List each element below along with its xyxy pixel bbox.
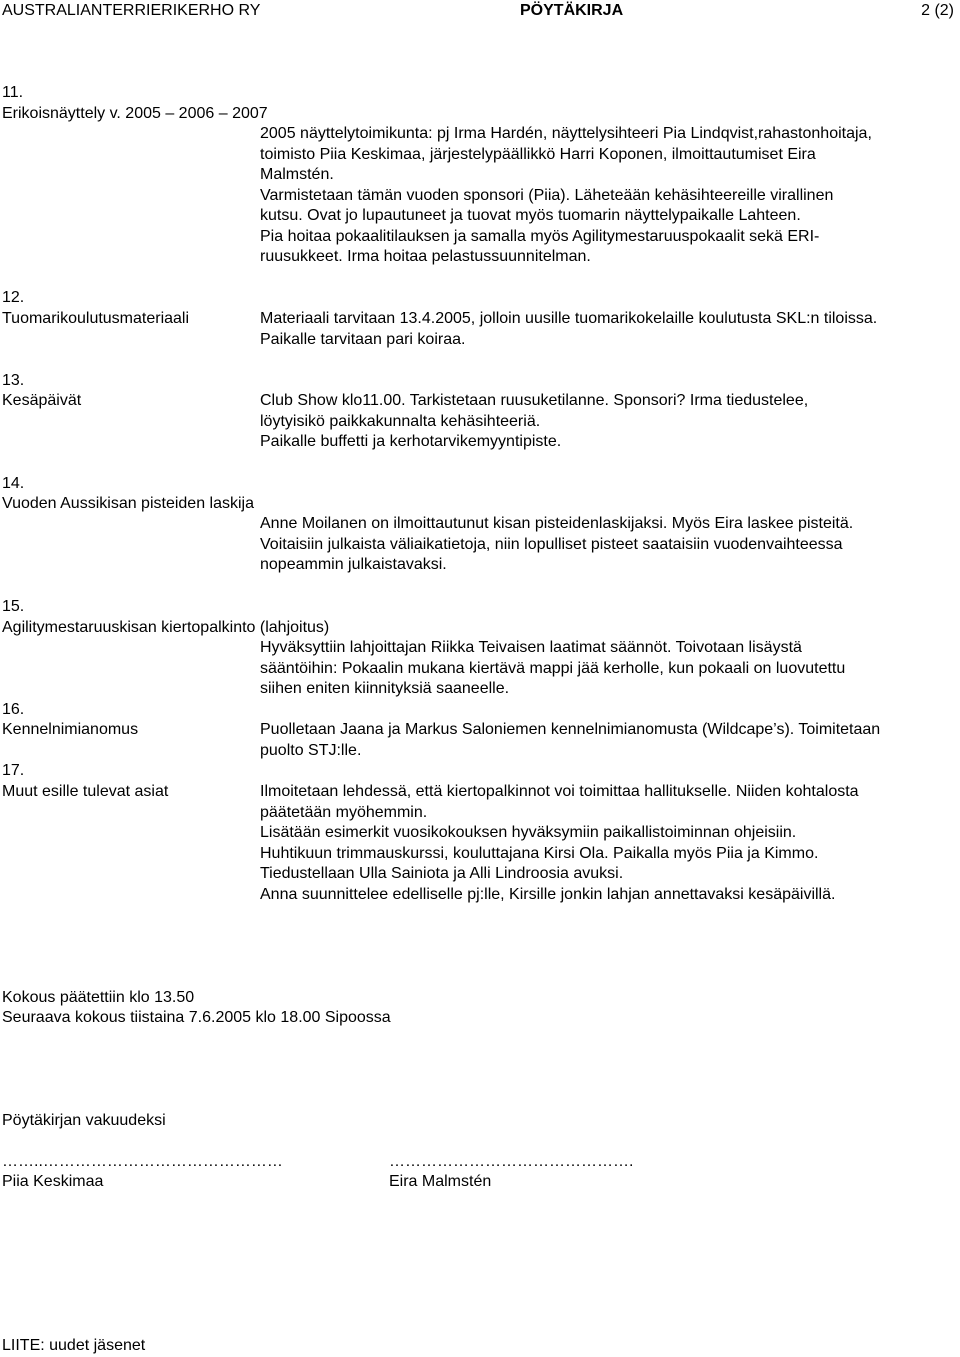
section-14-title: Vuoden Aussikisan pisteiden laskija (2, 495, 255, 512)
section-13-body (260, 391, 960, 453)
section-14-number: 14. (2, 475, 25, 492)
section-12-number: 12. (2, 289, 25, 306)
section-11-number: 11. (2, 84, 24, 101)
header-doc-type: PÖYTÄKIRJA (520, 2, 624, 19)
signature-line-right: ………………………………………. (389, 1153, 634, 1170)
section-15-title: Agilitymestaruuskisan kiertopalkinto (lahjoitus) (2, 619, 330, 636)
section-15-line: siihen eniten kiinnityksiä saaneelle. (260, 680, 510, 697)
signatures-heading: Pöytäkirjan vakuudeksi (2, 1112, 166, 1129)
section-15-body (260, 638, 960, 700)
header-page-number: 2 (2) (921, 2, 954, 19)
signer-name-left: Piia Keskimaa (2, 1173, 104, 1190)
section-17-line: Ilmoitetaan lehdessä, että kiertopalkinnot voi toimittaa hallitukselle. Niiden kohtalosta (260, 783, 859, 800)
section-17-line: Lisätään esimerkit vuosikokouksen hyväksymiin paikallistoiminnan ohjeisiin. (260, 824, 797, 841)
attachment-note: LIITE: uudet jäsenet (2, 1337, 146, 1354)
section-16-title: Kennelnimianomus (2, 721, 139, 738)
section-13-line: Club Show klo11.00. Tarkistetaan ruusuketilanne. Sponsori? Irma tiedustelee, (260, 392, 809, 409)
section-12-body (260, 309, 960, 350)
section-13-line: Paikalle buffetti ja kerhotarvikemyyntipiste. (260, 433, 562, 450)
section-17-line: päätetään myöhemmin. (260, 803, 428, 821)
section-17-line: Anna suunnittelee edelliselle pj:lle, Kirsille jonkin lahjan annettavaksi kesäpäivillä. (260, 885, 836, 903)
section-16-body (260, 720, 960, 761)
section-14-line: Anne Moilanen on ilmoittautunut kisan pisteidenlaskijaksi. Myös Eira laskee pisteitä. (260, 515, 854, 532)
section-11-line: Pia hoitaa pokaalitilauksen ja samalla myös Agilitymestaruuspokaalit sekä ERI- (260, 227, 820, 245)
section-15-line: Hyväksyttiin lahjoittajan Riikka Teivaisen laatimat säännöt. Toivotaan lisäystä (260, 639, 802, 656)
section-17-line: Tiedustellaan Ulla Sainiota ja Alli Lindroosia avuksi. (260, 865, 624, 882)
section-16-line: Puolletaan Jaana ja Markus Saloniemen kennelnimianomusta (Wildcape’s). Toimitetaan (260, 721, 881, 738)
section-13-number: 13. (2, 372, 25, 389)
section-12-line: Materiaali tarvitaan 13.4.2005, jolloin uusille tuomarikokelaille koulutusta SKL:n tiloissa. (260, 310, 878, 327)
signer-name-right: Eira Malmstén (389, 1173, 492, 1190)
section-11-body (260, 124, 960, 268)
section-11-line: Malmstén. (260, 166, 334, 183)
section-11-line: ruusukkeet. Irma hoitaa pelastussuunnitelman. (260, 248, 591, 265)
section-17-title: Muut esille tulevat asiat (2, 783, 169, 800)
section-11-line: kutsu. Ovat jo lupautuneet ja tuovat myös tuomarin näyttelypaikalle Lahteen. (260, 207, 801, 224)
section-12-title: Tuomarikoulutusmateriaali (2, 310, 190, 327)
header-org: AUSTRALIANTERRIERIKERHO RY (2, 2, 261, 19)
section-12-line: Paikalle tarvitaan pari koiraa. (260, 330, 466, 348)
section-14-body (260, 514, 960, 576)
section-15-number: 15. (2, 598, 25, 615)
section-11-line: Varmistetaan tämän vuoden sponsori (Piia). Läheteään kehäsihteereille virallinen (260, 186, 834, 204)
next-meeting-text: Seuraava kokous tiistaina 7.6.2005 klo 18.00 Sipoossa (2, 1009, 391, 1026)
section-15-line: sääntöihin: Pokaalin mukana kiertävä mappi jää kerholle, kun pokaali on luovutettu (260, 659, 846, 677)
section-14-line: nopeammin julkaistavaksi. (260, 556, 447, 573)
section-11-line: 2005 näyttelytoimikunta: pj Irma Hardén, näyttelysihteeri Pia Lindqvist,rahastonhoitaja, (260, 125, 872, 142)
section-16-number: 16. (2, 701, 25, 718)
section-17-body (260, 782, 960, 905)
section-11-line: toimisto Piia Keskimaa, järjestelypäällikkö Harri Koponen, ilmoittautumiset Eira (260, 145, 816, 163)
section-14-line: Voitaisiin julkaista väliaikatietoja, niin lopulliset pisteet saataisiin vuodenvaihteessa (260, 535, 843, 553)
signature-line-left: ……..……………………………………… (2, 1153, 283, 1170)
meeting-ended-text: Kokous päätettiin klo 13.50 (2, 989, 195, 1006)
section-13-title: Kesäpäivät (2, 392, 82, 409)
section-17-number: 17. (2, 762, 25, 779)
section-11-title: Erikoisnäyttely v. 2005 – 2006 – 2007 (2, 105, 268, 122)
section-17-line: Huhtikuun trimmauskurssi, kouluttajana Kirsi Ola. Paikalla myös Piia ja Kimmo. (260, 844, 819, 862)
section-16-line: puolto STJ:lle. (260, 741, 362, 759)
section-13-line: löytyisikö paikkakunnalta kehäsihteeriä. (260, 412, 541, 430)
